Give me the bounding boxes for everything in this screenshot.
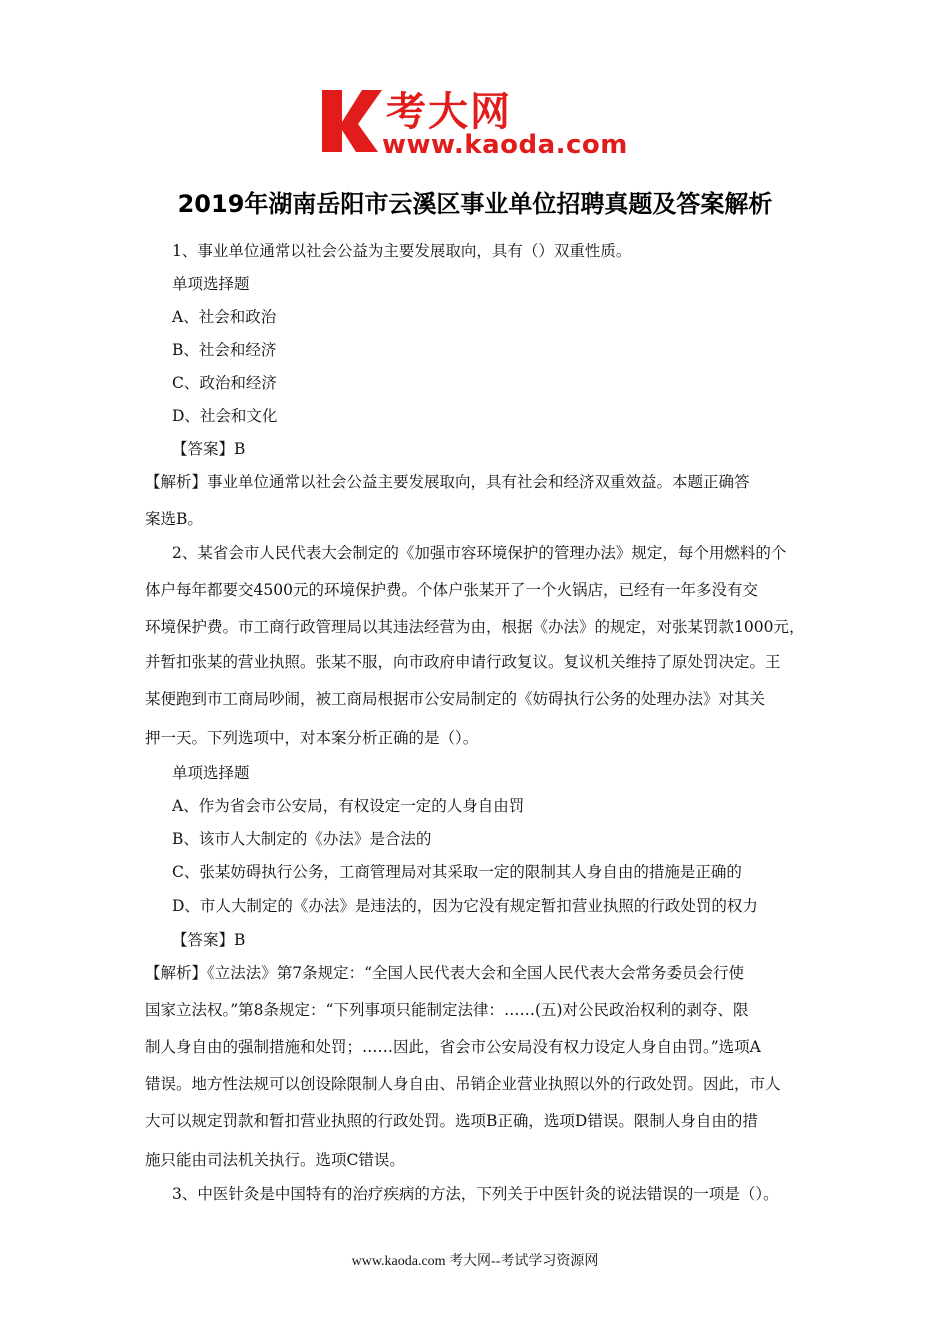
- document-title: 2019年湖南岳阳市云溪区事业单位招聘真题及答案解析: [177, 190, 773, 218]
- q2-stem-line: 2、某省会市人民代表大会制定的《加强市容环境保护的管理办法》规定，每个用燃料的个: [172, 544, 787, 562]
- q2-option-d: D、市人大制定的《办法》是违法的，因为它没有规定暂扣营业执照的行政处罚的权力: [172, 897, 758, 915]
- q2-option-b: B、该市人大制定的《办法》是合法的: [172, 830, 432, 848]
- q1-option-d: D、社会和文化: [172, 407, 278, 425]
- logo-brand-name: 考大网: [386, 89, 512, 135]
- q2-option-a: A、作为省会市公安局，有权设定一定的人身自由罚: [172, 797, 525, 815]
- q2-stem-line: 环境保护费。市工商行政管理局以其违法经营为由，根据《办法》的规定，对张某罚款1000元，: [145, 618, 805, 636]
- logo-brand-url: www.kaoda.com: [382, 130, 628, 160]
- q2-analysis-line: 大可以规定罚款和暂扣营业执照的行政处罚。选项B正确，选项D错误。限制人身自由的措: [145, 1112, 758, 1130]
- q2-analysis-line: 【解析】《立法法》第7条规定：“全国人民代表大会和全国人民代表大会常务委员会行使: [145, 964, 745, 982]
- q3-stem: 3、中医针灸是中国特有的治疗疾病的方法，下列关于中医针灸的说法错误的一项是（）。: [172, 1185, 779, 1203]
- q2-type: 单项选择题: [172, 764, 250, 782]
- q2-analysis-line: 施只能由司法机关执行。选项C错误。: [145, 1151, 405, 1169]
- q2-option-c: C、张某妨碍执行公务，工商管理局对其采取一定的限制其人身自由的措施是正确的: [172, 863, 742, 881]
- q2-analysis-line: 错误。地方性法规可以创设除限制人身自由、吊销企业营业执照以外的行政处罚。因此，市人: [145, 1075, 781, 1093]
- q1-analysis-line: 【解析】事业单位通常以社会公益主要发展取向，具有社会和经济双重效益。本题正确答: [145, 473, 750, 491]
- q2-answer: 【答案】B: [172, 931, 246, 949]
- site-logo[interactable]: [318, 82, 638, 162]
- q1-option-a: A、社会和政治: [172, 308, 277, 326]
- q1-stem: 1、事业单位通常以社会公益为主要发展取向，具有（）双重性质。: [172, 242, 632, 260]
- q1-option-b: B、社会和经济: [172, 341, 277, 359]
- q1-answer: 【答案】B: [172, 440, 246, 458]
- q2-analysis-line: 国家立法权。”第8条规定：“下列事项只能制定法律：……(五)对公民政治权利的剥夺、限: [145, 1001, 749, 1019]
- q2-stem-line: 体户每年都要交4500元的环境保护费。个体户张某开了一个火锅店，已经有一年多没有交: [145, 581, 758, 599]
- q2-analysis-line: 制人身自由的强制措施和处罚；……因此，省会市公安局没有权力设定人身自由罚。”选项A: [145, 1038, 761, 1056]
- q1-analysis-line: 案选B。: [145, 510, 203, 528]
- q2-stem-line: 某便跑到市工商局吵闹，被工商局根据市公安局制定的《妨碍执行公务的处理办法》对其关: [145, 690, 766, 708]
- page-footer: www.kaoda.com 考大网--考试学习资源网: [351, 1254, 599, 1269]
- q1-type: 单项选择题: [172, 275, 250, 293]
- q2-stem-line: 押一天。下列选项中，对本案分析正确的是（）。: [145, 729, 479, 747]
- q2-stem-line: 并暂扣张某的营业执照。张某不服，向市政府申请行政复议。复议机关维持了原处罚决定。王: [145, 653, 781, 671]
- q1-option-c: C、政治和经济: [172, 374, 277, 392]
